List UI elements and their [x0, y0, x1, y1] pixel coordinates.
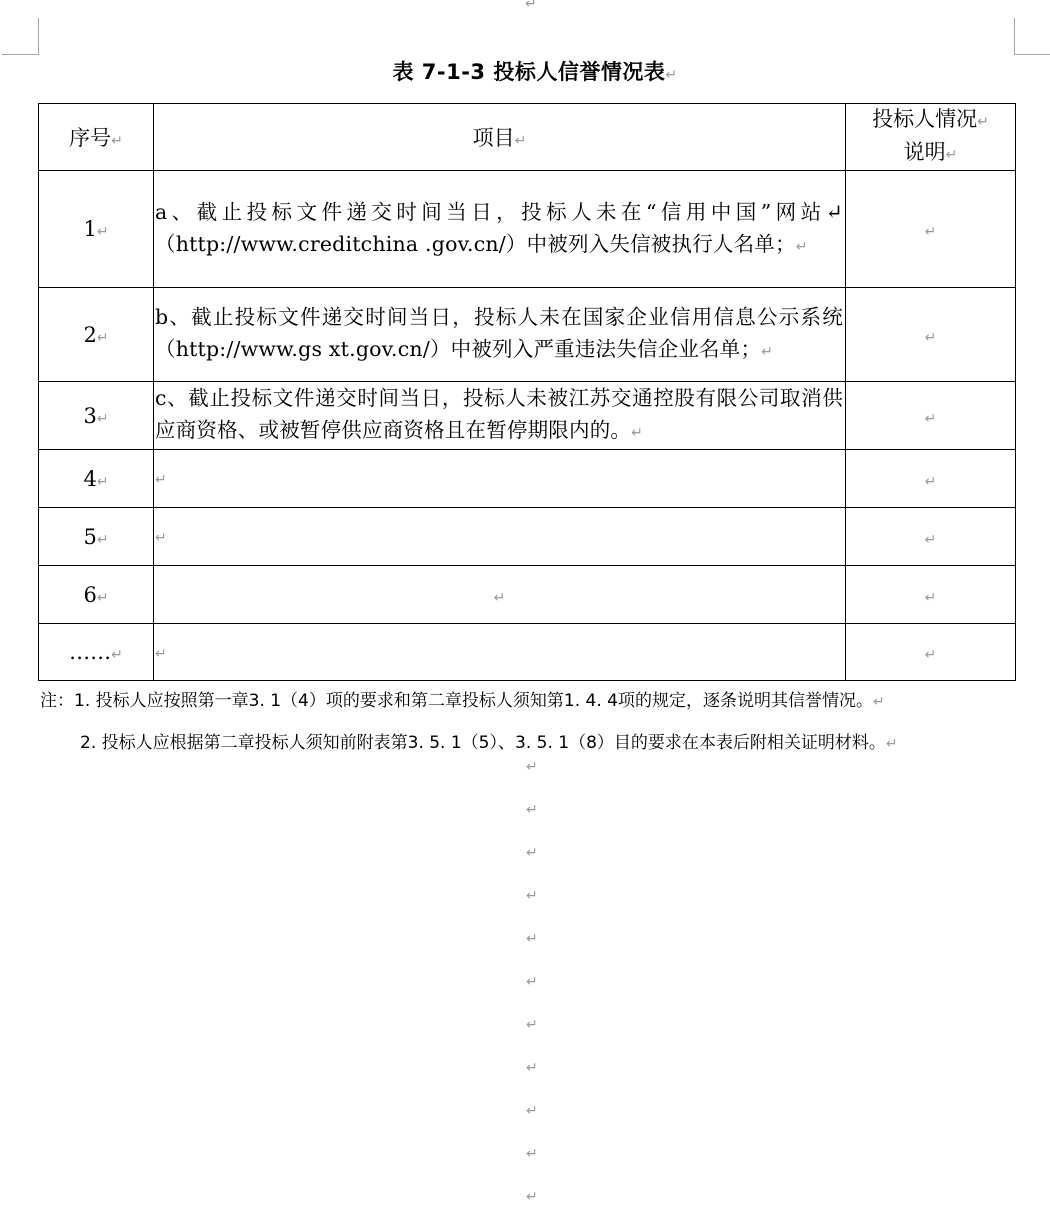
row-item: ↵	[154, 624, 846, 681]
row-item: a、截止投标文件递交时间当日，投标人未在“信用中国”网站↵（http://www.creditchina .gov.cn/）中被列入失信被执行人名单；↵	[154, 171, 846, 288]
paragraph-mark: ↵	[526, 1060, 538, 1076]
paragraph-mark: ↵	[526, 1189, 538, 1205]
row-index: 1↵	[39, 171, 154, 288]
paragraph-mark: ↵	[526, 1017, 538, 1033]
row-note: ↵	[846, 624, 1016, 681]
header-item: 项目↵	[154, 104, 846, 171]
row-index: 5↵	[39, 508, 154, 566]
paragraph-mark: ↵	[526, 845, 538, 861]
table-row	[39, 566, 1016, 624]
credit-status-table	[38, 103, 1016, 681]
row-index: 3↵	[39, 382, 154, 450]
table-row	[39, 288, 1016, 382]
table-row	[39, 624, 1016, 681]
table-row	[39, 450, 1016, 508]
paragraph-mark: ↵	[526, 802, 538, 818]
row-item: b、截止投标文件递交时间当日，投标人未在国家企业信用信息公示系统（http://www.gs xt.gov.cn/）中被列入严重违法失信企业名单；↵	[154, 288, 846, 382]
row-note: ↵	[846, 382, 1016, 450]
table-title: 表 7-1-3 投标人信誉情况表↵	[392, 60, 678, 84]
row-index: ……↵	[39, 624, 154, 681]
crop-mark-top-right	[1014, 18, 1050, 55]
empty-paragraph-marks	[526, 757, 538, 1230]
crop-mark-top-left	[2, 18, 39, 55]
row-note: ↵	[846, 566, 1016, 624]
paragraph-mark: ↵	[526, 931, 538, 947]
row-note: ↵	[846, 171, 1016, 288]
header-note: 投标人情况↵ 说明↵	[846, 104, 1016, 171]
table-row	[39, 508, 1016, 566]
paragraph-mark: ↵	[526, 974, 538, 990]
row-index: 4↵	[39, 450, 154, 508]
row-item: ↵	[154, 566, 846, 624]
paragraph-mark: ↵	[526, 759, 538, 775]
table-header-row	[39, 104, 1016, 171]
note-line-1: 注：1. 投标人应按照第一章3. 1（4）项的要求和第二章投标人须知第1. 4. 4项的规定，逐条说明其信誉情况。↵	[40, 691, 885, 711]
paragraph-mark: ↵	[525, 0, 537, 12]
paragraph-mark: ↵	[526, 1103, 538, 1119]
row-index: 2↵	[39, 288, 154, 382]
table-row	[39, 171, 1016, 288]
paragraph-mark: ↵	[526, 1146, 538, 1162]
row-item: c、截止投标文件递交时间当日，投标人未被江苏交通控股有限公司取消供应商资格、或被暂停供应商资格且在暂停期限内的。↵	[154, 382, 846, 450]
header-index: 序号↵	[39, 104, 154, 171]
row-item: ↵	[154, 450, 846, 508]
row-note: ↵	[846, 288, 1016, 382]
note-line-2: 2. 投标人应根据第二章投标人须知前附表第3. 5. 1（5）、3. 5. 1（8）目的要求在本表后附相关证明材料。↵	[80, 733, 898, 753]
table-row	[39, 382, 1016, 450]
row-note: ↵	[846, 450, 1016, 508]
row-item: ↵	[154, 508, 846, 566]
paragraph-mark: ↵	[526, 888, 538, 904]
row-index: 6↵	[39, 566, 154, 624]
row-note: ↵	[846, 508, 1016, 566]
